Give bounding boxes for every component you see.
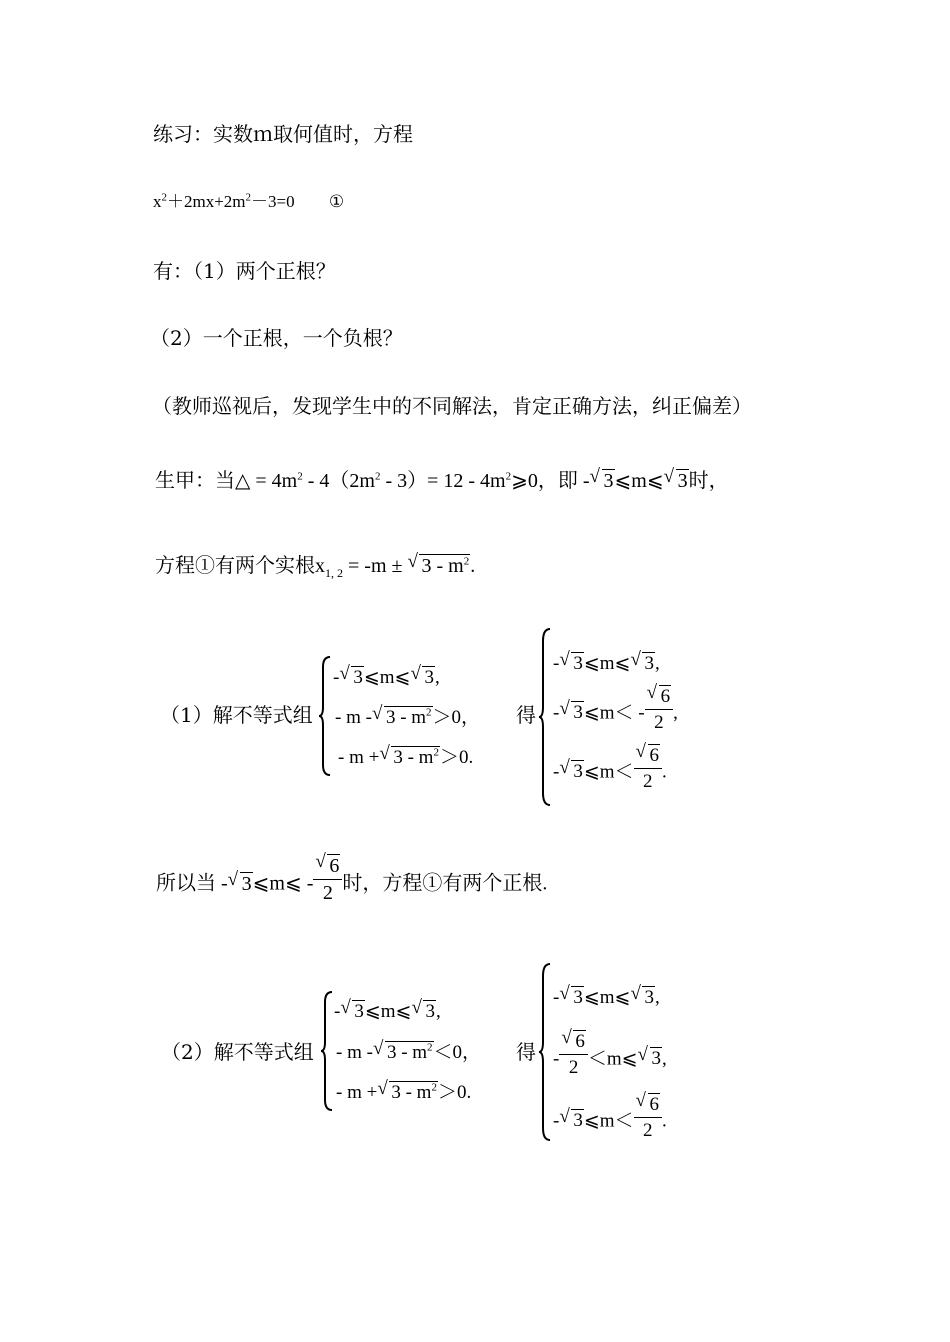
part2-ineq-1: -√ 3⩽m⩽√ 3,: [334, 1000, 441, 1021]
part1-result-2: -√ 3⩽m＜ - √ $\frac{6}{2}$ ,: [553, 695, 678, 733]
part2-ineq-2: - m -√ $3 - m^2<0$，: [336, 1041, 481, 1062]
part1-label: （1）解不等式组: [160, 703, 313, 727]
exercise-title: 练习：实数ｍ取何值时，方程: [153, 122, 413, 146]
part1-result-label: 得: [516, 703, 536, 727]
part1-result-3: -√ 3⩽m＜ √ $\frac{6}{2}$ .: [553, 754, 667, 792]
question-2: （2）一个正根，一个负根？: [150, 326, 403, 350]
part1-result-brace: [538, 627, 552, 810]
equation-1: $x^2+2mx+2m^2-3=0$ ①: [153, 191, 345, 211]
part2-left-brace: [320, 990, 334, 1115]
part2-label: （2）解不等式组: [161, 1040, 314, 1064]
part2-ineq-3: - m +√ $3 - m^2>0$.: [336, 1081, 471, 1102]
part1-ineq-1: -√ 3⩽m⩽√ 3,: [333, 666, 440, 687]
part1-left-brace: [318, 655, 332, 780]
question-1: 有：（1）两个正根？: [153, 259, 336, 283]
student-solution-line: 生甲：当△ = $4m^2 - 4(2m^2 - 3)= 12$ - $4m^2⩾0$，即 -√ 3⩽m⩽√ 3时，: [155, 469, 729, 491]
part2-result-brace: [538, 962, 552, 1145]
part1-ineq-3: - m +√ $3 - m^2>0$.: [338, 746, 473, 767]
conclusion-line: 所以当 -√ 3⩽m⩽ - √ $\frac{6}{2}$ 时，方程①有两个正根.: [156, 866, 547, 904]
part2-result-1: -√ 3⩽m⩽√ 3,: [553, 986, 660, 1007]
part2-result-3: -√ 3⩽m＜ √ $\frac{6}{2}$ .: [553, 1103, 667, 1141]
part2-result-2: - √ $\frac{6}{2}$ ＜m⩽√ 3,: [553, 1042, 667, 1078]
equation-marker: ①: [328, 192, 345, 211]
roots-formula-line: 方程①有两个实根$x_{1, 2} = -m$ ± √ $3 - m^2$.: [155, 554, 475, 576]
part1-ineq-2: - m -√ $3 - m^2>0$，: [335, 706, 480, 727]
part1-result-1: -√ 3⩽m⩽√ 3,: [553, 652, 660, 673]
part2-result-label: 得: [516, 1040, 536, 1064]
teacher-note: （教师巡视后，发现学生中的不同解法，肯定正确方法，纠正偏差）: [152, 394, 752, 418]
